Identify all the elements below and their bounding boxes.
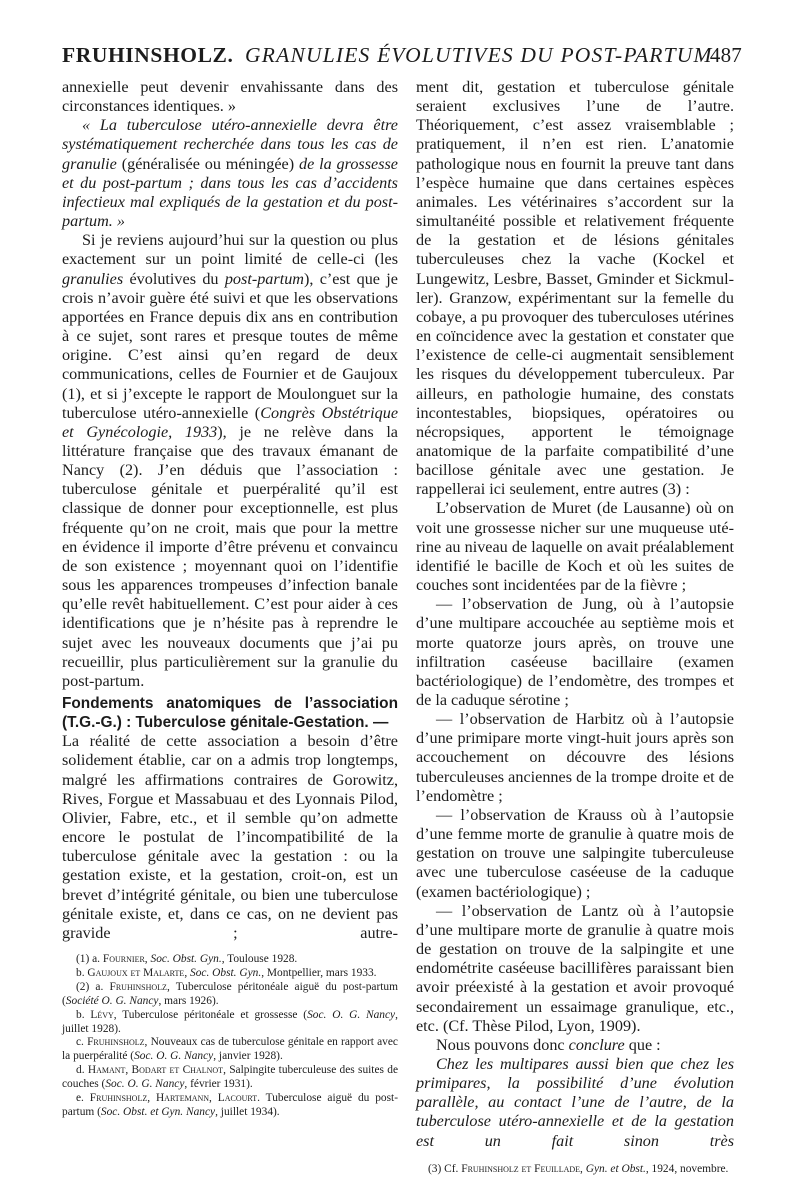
text-run: ), c’est que je crois n’avoir guère été suivi et que les observations apportées en France depuis dix ans en contribution à ce sujet, sont rares et presque toutes de même origine. C’est ainsi qu’en regard de deux communications, celles de Fournier et de Gaujoux (1), et si j’excepte le rapport de Moulonguet sur la tuberculose utéro-annexielle ( — [62, 269, 398, 422]
observation-jung: — l’observation de Jung, où à l’autopsie d’une multipare accouchée au septième mois et morte quatorze jours après, on trouve une infiltration caséeuse bacillaire (examen bactériologique) de l’endomètre, des trompes et de la caduque sérotine ; — [416, 595, 734, 709]
footnote-publication: Soc. Obst. Gyn. — [150, 953, 222, 966]
running-head-author: FRUHINSHOLZ. — [62, 43, 234, 67]
italic-term: conclure — [568, 1035, 625, 1054]
footnote-publication: Soc. O. G. Nancy — [105, 1078, 185, 1091]
paragraph-continuation: ment dit, gestation et tuberculose génitale seraient exclusives l’une de l’autre. Théoriquement, c’est assez vraisemblable ; pratiquement, il n’en est rien. L’anatomie pathologique nous en fournit la preuve tant dans l’espèce humaine que dans certaines espèces animales. Les vétérinaires s’accordent sur la simultanéité possible et relativement fréquente de la gestation et de lésions génitales tuberculeuses chez la vache (Kockel et Lungewitz, Lesbre, Basset, Gminder et Sickmuller). Granzow, expérimentant sur la femelle du cobaye, a pu provoquer des tuberculoses utérines en coïncidence avec la gestation et constater que l’existence de celle-ci augmentait sensiblement les risques du développement tuberculeux. Par ailleurs, en pathologie humaine, des constats incontestables, biopsiques, opératoires ou nécropsiques, apportent le témoignage anatomique de la parfaite compatibilité d’une bacillose génitale avec une gestation. Je rappellerai ici seulement, entre autres (3) : — [416, 78, 734, 499]
section-heading-line-2: (T.G.-G.) : Tuberculose génitale-Gestation. — — [62, 714, 389, 732]
conclusion-statement — [416, 1055, 734, 1151]
footnote-rest: , janvier 1928). — [213, 1050, 283, 1063]
footnote-author: Fournier — [102, 953, 145, 966]
footnote-entry — [62, 981, 398, 1009]
footnote-text: , Tuberculose péritonéale et grossesse ( — [113, 1008, 308, 1021]
footnote-mark: (1) a. — [76, 953, 101, 966]
page-number: 487 — [709, 43, 742, 67]
footnote-text: , Tuberculose péritonéale aiguë du post-partum ( — [62, 980, 398, 1007]
footnote-author: Fruhinsholz — [109, 980, 167, 993]
footnote-right — [416, 1163, 734, 1177]
italic-citation: Congrès Obstétrique et Gynécologie, 1933 — [62, 403, 399, 441]
footnote-publication: Soc. Obst. et Gyn. Nancy — [100, 1106, 216, 1118]
footnote-entry — [62, 1036, 398, 1064]
footnotes — [62, 953, 398, 1120]
text-run: ), je ne relève dans la littérature française que des travaux émanant de Nancy (2). J’en déduis que l’association : tuberculose génitale et puerpéralité qu’il est classique de donner pour exceptionnelle, est plus fréquente qu’on ne croit, mais que pour la mettre en évidence il importe d’être prévenu et convaincu de son existence ; moyennant quoi on l’identifie sous les apparences trompeuses d’infection banale qu’elle revêt habituellement. C’est pour aider à ces identifications que je n’hésite pas à reprendre le sujet avec les nouveaux documents que j’ai pu recueillir, plus particulièrement sur la granulie du post-partum. — [62, 422, 398, 690]
footnote-mark: d. — [76, 1064, 85, 1077]
text-run: évolutives du — [123, 269, 225, 288]
footnote-publication: Soc. O. G. Nancy — [134, 1050, 214, 1063]
footnote-rest: , juillet 1934). — [215, 1106, 280, 1118]
paragraph-main — [62, 231, 398, 691]
footnote-rest: , février 1931). — [184, 1078, 253, 1091]
footnote-3: (3) Cf. Fruhinsholz et Feuillade, Gyn. et Obst., 1924, novembre. — [428, 1162, 729, 1175]
text-run: que : — [624, 1035, 661, 1054]
observation-harbitz: — l’observation de Harbitz où à l’autopsie d’une primipare morte vingt-huit jours après son accouchement on découvre des lésions tuberculeuses anciennes de la trompe droite et de l’endomètre ; — [416, 710, 734, 805]
footnote-mark: (3) Cf. — [428, 1162, 459, 1175]
observation-lantz: — l’observation de Lantz où à l’autopsie d’une multipare morte de granulie à quatre mois de gestation on trouve de la salpingite et une endométrite caséeuse bacillifères paraissant bien avoir préexisté à la gestation et avoir provoqué secondairement un essaimage granulique, etc., etc. (Cf. Thèse Pilod, Lyon, 1909). — [416, 901, 734, 1035]
section-heading-line-1: Fondements anatomiques de l’association — [62, 695, 398, 712]
footnote-rest: , Toulouse 1928. — [221, 953, 298, 966]
footnote-publication: Soc. Obst. Gyn. — [190, 966, 262, 979]
running-head — [62, 40, 742, 70]
footnote-author: Fruhinsholz — [87, 1036, 145, 1049]
footnote-publication: Gyn. et Obst. — [585, 1162, 646, 1175]
observation-krauss: — l’observation de Krauss où à l’autopsie d’une femme morte de granulie à quatre mois de gestation on trouve une salpingite tuberculeuse avec une tuberculose caséeuse de la caduque (examen bactériologique) ; — [416, 805, 734, 901]
footnote-text: , Nouveaux cas de tuberculose génitale en rapport avec la puerpéralité ( — [62, 1036, 398, 1063]
footnote-author: Gaujoux et Malarte — [87, 966, 185, 979]
paragraph-section: La réalité de cette association a besoin d’être solidement établie, car on a admis trop longtemps, malgré les affirmations contraires de Gorowitz, Rives, Forgue et Massabuau et des Lyonnais Pilod, Olivier, Fabre, etc., et il semble qu’on admette encore le postulat de l’incompatibilité de la tuberculose génitale avec la gestation : ou la gestation existe, et la gestation, croit-on, est un brevet d’intégrité génitale, ou bien une tuberculose génitale existe, et, dans ce cas, on ne devient pas gravide ; autre- — [62, 732, 398, 942]
footnote-entry — [62, 1009, 398, 1037]
paragraph-continuation: annexielle peut devenir envahissante dans des circonstances identiques. » — [62, 78, 398, 116]
footnote-entry — [62, 1064, 398, 1092]
footnote-rest: , Montpellier, mars 1933. — [261, 966, 377, 979]
quote-italic-1: « La tuberculose utéro-annexielle devra être systématiquement recherchée dans tous les cas de granulie — [62, 116, 398, 173]
footnote-author: Hamant, Bodart et Chalnot — [87, 1064, 224, 1077]
running-head-title: GRANULIES ÉVOLUTIVES DU POST-PARTUM — [245, 43, 713, 67]
footnote-rest: , 1924, novembre. — [645, 1162, 729, 1175]
footnote-mark: b. — [76, 1008, 85, 1021]
italic-term: granulies — [62, 269, 124, 288]
section-heading — [62, 694, 398, 732]
footnote-author: Lévy — [90, 1008, 114, 1021]
right-column — [416, 78, 734, 1177]
observation-muret: L’observation de Muret (de Lausanne) où on voit une grossesse nicher sur une muqueuse utérine au niveau de laquelle on avait préalablement identifié le bacille de Koch et où les suites de couches sont incidentées par de la fièvre ; — [416, 499, 734, 595]
footnote-text: , Salpingite tuberculeuse des suites de couches ( — [62, 1064, 399, 1091]
italic-conclusion: Chez les multipares aussi bien que chez les primipares, la possibilité d’une évolution parallèle, au contact l’une de l’autre, de la tuberculose utéro-annexielle et de la gestation est un fait sinon très — [416, 1054, 734, 1150]
footnote-text: . Tuberculose aiguë du post-partum ( — [62, 1092, 398, 1118]
footnote-publication: Société O. G. Nancy — [65, 994, 159, 1007]
quote-italic-2: de la grossesse et du post-partum ; dans tous les cas d’accidents infectieux mal expliqués de la gestation et du post-partum. » — [62, 154, 398, 231]
footnote-entry: b. Gaujoux et Malarte, Soc. Obst. Gyn., Montpellier, mars 1933. — [76, 966, 377, 979]
quote-upright: (généralisée ou méningée) — [116, 154, 299, 173]
footnote-mark: e. — [76, 1092, 84, 1105]
quote-paragraph — [62, 116, 398, 231]
footnote-mark: c. — [76, 1036, 84, 1049]
left-column — [62, 78, 398, 1120]
footnote-mark: (2) a. — [76, 980, 104, 993]
footnote-publication: Soc. O. G. Nancy — [307, 1008, 396, 1021]
footnote-entry — [62, 1092, 398, 1120]
conclusion-intro — [416, 1036, 734, 1055]
footnote-entry: (1) a. Fournier, Soc. Obst. Gyn., Toulouse 1928. — [76, 953, 298, 966]
footnote-author: Fruhinsholz, Hartemann, Lacourt — [89, 1092, 258, 1105]
footnote-rest: , juillet 1928). — [62, 1008, 398, 1035]
italic-term: post-partum — [224, 269, 304, 288]
text-run: Si je reviens aujourd’hui sur la question ou plus exactement sur un point limité de celle-ci (les — [62, 231, 398, 269]
footnote-authors: Fruhinsholz et Feuillade — [461, 1162, 581, 1175]
text-run: Nous pouvons donc — [436, 1035, 569, 1054]
footnote-mark: b. — [76, 966, 85, 979]
footnote-rest: , mars 1926). — [158, 994, 219, 1007]
